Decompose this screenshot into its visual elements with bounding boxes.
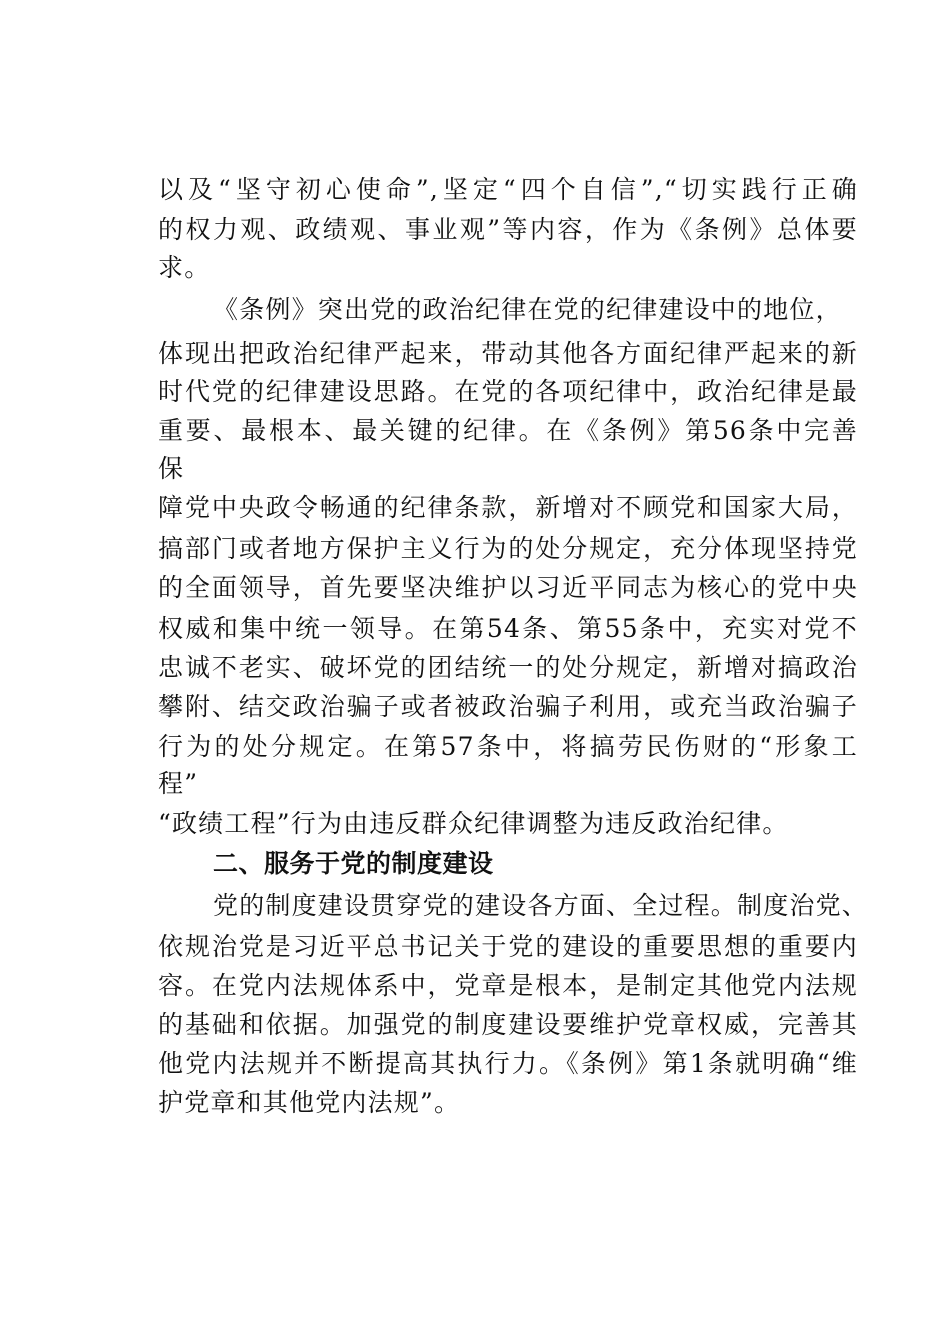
paragraph-line: 依规治党是习近平总书记关于党的建设的重要思想的重要内	[158, 932, 858, 961]
paragraph-line: 权威和集中统一领导。在第54条、第55条中，充实对党不	[158, 614, 858, 643]
paragraph-line: 忠诚不老实、破坏党的团结统一的处分规定，新增对搞政治	[158, 653, 858, 682]
paragraph-line: 程”	[158, 769, 199, 798]
paragraph-line: 搞部门或者地方保护主义行为的处分规定，充分体现坚持党	[158, 534, 858, 563]
paragraph-line: 的权力观、政绩观、事业观”等内容，作为《条例》总体要	[158, 215, 858, 244]
paragraph-line: 求。	[158, 253, 211, 282]
paragraph-line: 体现出把政治纪律严起来，带动其他各方面纪律严起来的新	[158, 339, 858, 368]
paragraph-first-line: 《条例》突出党的政治纪律在党的纪律建设中的地位，	[213, 295, 842, 324]
paragraph-line: 时代党的纪律建设思路。在党的各项纪律中，政治纪律是最	[158, 377, 858, 406]
paragraph-line: 护党章和其他党内法规”。	[158, 1088, 461, 1117]
paragraph-line: 他党内法规并不断提高其执行力。《条例》第1条就明确“维	[158, 1049, 858, 1078]
paragraph-line: “政绩工程”行为由违反群众纪律调整为违反政治纪律。	[158, 809, 789, 838]
paragraph-line: 以及“坚守初心使命”,坚定“四个自信”,“切实践行正确	[158, 175, 858, 204]
section-heading: 二、服务于党的制度建设	[213, 849, 494, 878]
paragraph-line: 的基础和依据。加强党的制度建设要维护党章权威，完善其	[158, 1010, 858, 1039]
paragraph-line: 容。在党内法规体系中，党章是根本，是制定其他党内法规	[158, 971, 858, 1000]
paragraph-line: 行为的处分规定。在第57条中，将搞劳民伤财的“形象工	[158, 732, 858, 761]
paragraph-line: 重要、最根本、最关键的纪律。在《条例》第56条中完善	[158, 416, 858, 445]
paragraph-first-line: 党的制度建设贯穿党的建设各方面、全过程。制度治党、	[213, 891, 869, 920]
paragraph-line: 保	[158, 454, 185, 483]
paragraph-line: 攀附、结交政治骗子或者被政治骗子利用，或充当政治骗子	[158, 692, 858, 721]
paragraph-line: 的全面领导，首先要坚决维护以习近平同志为核心的党中央	[158, 573, 858, 602]
paragraph-line: 障党中央政令畅通的纪律条款，新增对不顾党和国家大局，	[158, 493, 858, 522]
